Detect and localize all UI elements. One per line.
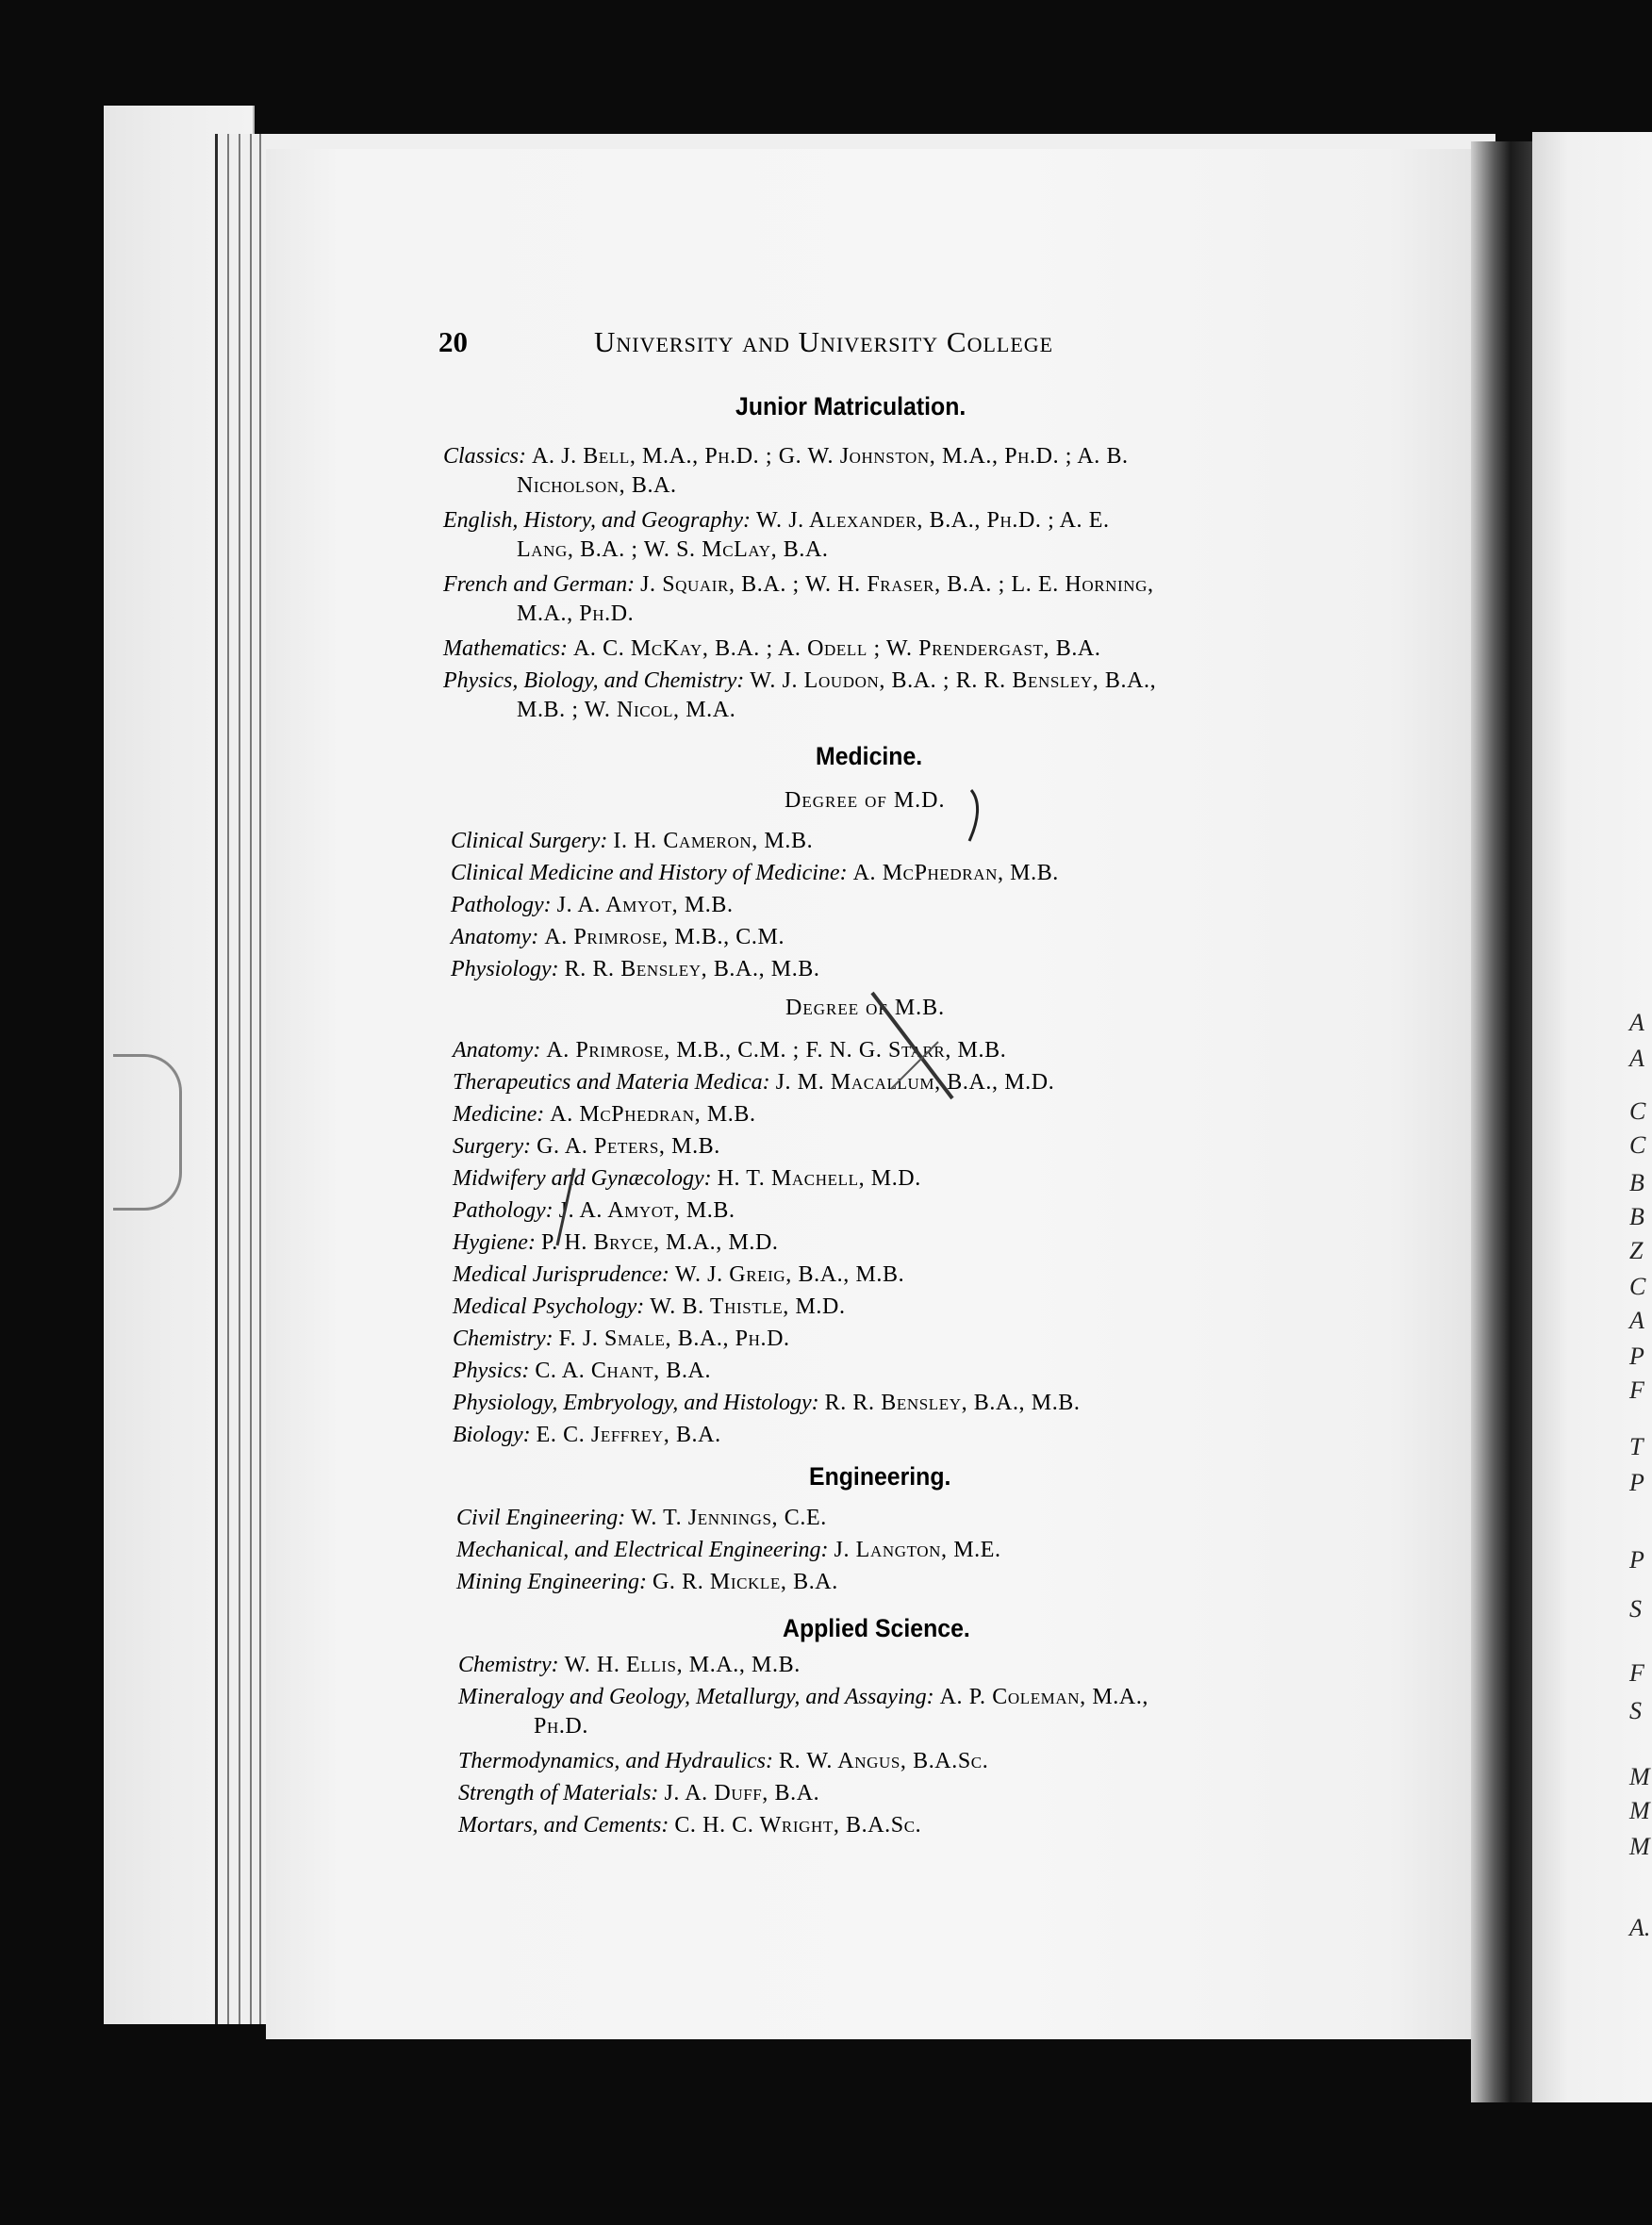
- facing-page-fragment: Z: [1629, 1237, 1644, 1264]
- entry-row: [443, 666, 1156, 696]
- book-gutter: [1471, 141, 1537, 2102]
- entry-row: [453, 1356, 711, 1386]
- entry-row: [451, 954, 820, 984]
- facing-page-fragment: M: [1629, 1797, 1650, 1824]
- facing-page-fragment: P: [1629, 1343, 1644, 1370]
- entry-subject: Physics, Biology, and Chemistry:: [443, 668, 745, 693]
- entry-row: [453, 1228, 779, 1258]
- entry-names: A. Primrose, M.B., C.M. ; F. N. G. Starr, M.B.: [546, 1038, 1007, 1063]
- subheading-degree-md: Degree of M.D.: [785, 788, 946, 813]
- entry-names: W. B. Thistle, M.D.: [650, 1294, 846, 1319]
- entry-subject: Midwifery and Gynæcology:: [453, 1166, 712, 1191]
- entry-row: [453, 1163, 921, 1194]
- entry-names: W. J. Alexander, B.A., Ph.D. ; A. E.: [755, 508, 1110, 533]
- facing-page-fragment: C: [1629, 1273, 1646, 1300]
- facing-page-fragment: B: [1629, 1169, 1644, 1196]
- section-heading-engineering: Engineering.: [809, 1462, 951, 1491]
- entry-names: A. McPhedran, M.B.: [550, 1102, 756, 1127]
- entry-subject: Physiology:: [451, 957, 559, 981]
- entry-subject: Civil Engineering:: [456, 1506, 626, 1530]
- entry-names: F. J. Smale, B.A., Ph.D.: [558, 1327, 790, 1351]
- page-edge-line: [250, 134, 252, 2024]
- entry-names: J. A. Amyot, M.B.: [556, 893, 734, 917]
- entry-row: [453, 1324, 790, 1354]
- entry-continuation: Ph.D.: [534, 1714, 588, 1739]
- entry-row: [453, 1099, 756, 1129]
- entry-subject: Pathology:: [453, 1198, 553, 1223]
- entry-names: W. J. Loudon, B.A. ; R. R. Bensley, B.A.,: [750, 668, 1157, 693]
- entry-names: J. M. Macallum, B.A., M.D.: [775, 1070, 1055, 1095]
- entry-row: [453, 1292, 846, 1322]
- subheading-degree-mb: Degree of M.B.: [785, 996, 946, 1020]
- entry-row: [458, 1682, 1148, 1712]
- entry-subject: Mineralogy and Geology, Metallurgy, and Assaying:: [458, 1685, 934, 1709]
- facing-page-fragment: F: [1629, 1659, 1644, 1687]
- entry-subject: Thermodynamics, and Hydraulics:: [458, 1749, 773, 1773]
- entry-names: W. H. Ellis, M.A., M.B.: [564, 1653, 801, 1677]
- facing-page-fragment: A.: [1629, 1914, 1651, 1941]
- entry-subject: Medical Psychology:: [453, 1294, 645, 1319]
- section-heading-medicine: Medicine.: [816, 742, 923, 770]
- entry-subject: Clinical Medicine and History of Medicine:: [451, 861, 848, 885]
- page-number: 20: [438, 325, 468, 358]
- entry-names: G. A. Peters, M.B.: [537, 1134, 720, 1159]
- entry-row: [458, 1810, 921, 1840]
- entry-names: P. H. Bryce, M.A., M.D.: [540, 1230, 779, 1255]
- entry-names: W. T. Jennings, C.E.: [631, 1506, 827, 1530]
- entry-names: A. McPhedran, M.B.: [852, 861, 1059, 885]
- entry-names: W. J. Greig, B.A., M.B.: [674, 1262, 905, 1287]
- entry-continuation: M.B. ; W. Nicol, M.A.: [517, 698, 736, 722]
- entry-subject: Mathematics:: [443, 636, 568, 661]
- entry-row: [451, 922, 785, 952]
- entry-subject: Therapeutics and Materia Medica:: [453, 1070, 770, 1095]
- entry-subject: Mechanical, and Electrical Engineering:: [456, 1538, 829, 1562]
- section-heading-applied-science: Applied Science.: [783, 1614, 970, 1642]
- entry-subject: English, History, and Geography:: [443, 508, 751, 533]
- entry-names: H. T. Machell, M.D.: [717, 1166, 921, 1191]
- facing-page-fragment: P: [1629, 1469, 1644, 1496]
- facing-page-fragment: S: [1629, 1595, 1642, 1623]
- entry-names: R. R. Bensley, B.A., M.B.: [564, 957, 820, 981]
- entry-subject: Medicine:: [453, 1102, 545, 1127]
- entry-subject: Surgery:: [453, 1134, 532, 1159]
- entry-subject: Physiology, Embryology, and Histology:: [453, 1391, 819, 1415]
- pen-mark: [952, 783, 1009, 849]
- entry-subject: Mining Engineering:: [456, 1570, 647, 1594]
- entry-row: [458, 1746, 988, 1776]
- facing-page-fragment: C: [1629, 1131, 1646, 1159]
- entry-subject: Strength of Materials:: [458, 1781, 659, 1805]
- entry-names: R. R. Bensley, B.A., M.B.: [824, 1391, 1081, 1415]
- binding-clip-mark: [113, 1054, 182, 1211]
- entry-row: [453, 1420, 721, 1450]
- facing-page-fragment: A: [1629, 1307, 1644, 1334]
- entry-names: A. Primrose, M.B., C.M.: [544, 925, 785, 949]
- entry-row: [458, 1650, 801, 1680]
- entry-row: [443, 505, 1110, 536]
- entry-subject: Clinical Surgery:: [451, 829, 608, 853]
- entry-row: [451, 890, 734, 920]
- entry-subject: Biology:: [453, 1423, 531, 1447]
- page-edge-line: [227, 134, 229, 2024]
- pen-slash-mark: [552, 1164, 580, 1249]
- entry-subject: Chemistry:: [453, 1327, 553, 1351]
- entry-subject: Chemistry:: [458, 1653, 559, 1677]
- facing-page-fragment: F: [1629, 1376, 1644, 1404]
- entry-subject: Anatomy:: [453, 1038, 541, 1063]
- entry-names: I. H. Cameron, M.B.: [613, 829, 814, 853]
- entry-continuation: Nicholson, B.A.: [517, 473, 677, 498]
- entry-names: C. H. C. Wright, B.A.Sc.: [674, 1813, 922, 1838]
- entry-names: G. R. Mickle, B.A.: [652, 1570, 838, 1594]
- entry-names: A. P. Coleman, M.A.,: [939, 1685, 1149, 1709]
- entry-continuation: Lang, B.A. ; W. S. McLay, B.A.: [517, 537, 829, 562]
- facing-page-fragment: B: [1629, 1203, 1644, 1230]
- entry-names: R. W. Angus, B.A.Sc.: [778, 1749, 989, 1773]
- entry-row: [458, 1778, 819, 1808]
- entry-subject: French and German:: [443, 572, 636, 597]
- page-edge-line: [259, 134, 261, 2024]
- section-heading-junior-matriculation: Junior Matriculation.: [735, 392, 966, 420]
- entry-row: [451, 858, 1059, 888]
- entry-subject: Medical Jurisprudence:: [453, 1262, 669, 1287]
- entry-names: J. Squair, B.A. ; W. H. Fraser, B.A. ; L. E. Horning,: [640, 572, 1154, 597]
- facing-page-fragment: A: [1629, 1009, 1644, 1036]
- entry-subject: Physics:: [453, 1359, 530, 1383]
- facing-page-fragment: M: [1629, 1763, 1650, 1790]
- running-title: University and University College: [594, 325, 1054, 358]
- facing-page-fragment: C: [1629, 1097, 1646, 1125]
- entry-names: A. C. McKay, B.A. ; A. Odell ; W. Prendergast, B.A.: [572, 636, 1101, 661]
- facing-page-fragment: T: [1629, 1433, 1644, 1460]
- entry-row: [443, 441, 1129, 471]
- entry-subject: Hygiene:: [453, 1230, 536, 1255]
- entry-row: [453, 1131, 720, 1162]
- entry-names: E. C. Jeffrey, B.A.: [536, 1423, 721, 1447]
- entry-names: J. Langton, M.E.: [834, 1538, 1001, 1562]
- entry-names: J. A. Amyot, M.B.: [558, 1198, 735, 1223]
- entry-names: A. J. Bell, M.A., Ph.D. ; G. W. Johnston, M.A., Ph.D. ; A. B.: [532, 444, 1129, 469]
- entry-row: [451, 826, 813, 856]
- entry-subject: Anatomy:: [451, 925, 539, 949]
- facing-page-fragment: P: [1629, 1546, 1644, 1574]
- entry-row: [453, 1388, 1081, 1418]
- entry-row: [443, 634, 1100, 664]
- entry-row: [453, 1195, 735, 1226]
- entry-continuation: M.A., Ph.D.: [517, 602, 635, 626]
- entry-row: [456, 1503, 827, 1533]
- entry-subject: Pathology:: [451, 893, 552, 917]
- entry-subject: Classics:: [443, 444, 527, 469]
- entry-row: [456, 1567, 838, 1597]
- pen-cross-mark: [863, 985, 966, 1117]
- facing-page-text-fragments: [1629, 0, 1652, 2225]
- entry-row: [453, 1260, 904, 1290]
- entry-subject: Mortars, and Cements:: [458, 1813, 669, 1838]
- entry-names: J. A. Duff, B.A.: [664, 1781, 820, 1805]
- facing-page-fragment: A: [1629, 1045, 1644, 1072]
- facing-page-fragment: S: [1629, 1697, 1642, 1724]
- page-edge-line: [239, 134, 240, 2024]
- entry-row: [443, 569, 1154, 600]
- facing-page-fragment: M: [1629, 1833, 1650, 1860]
- entry-names: C. A. Chant, B.A.: [535, 1359, 712, 1383]
- entry-row: [456, 1535, 1001, 1565]
